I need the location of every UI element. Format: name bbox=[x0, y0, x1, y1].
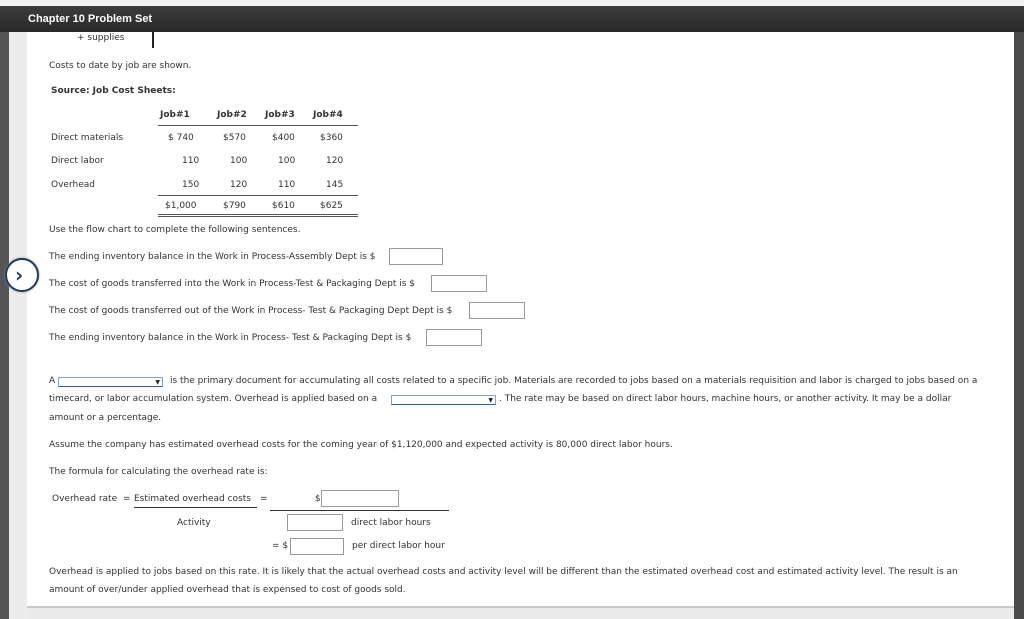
formula-denominator: Activity bbox=[177, 518, 211, 528]
activity-hours-input[interactable] bbox=[287, 514, 343, 531]
result-equals: = $ bbox=[272, 541, 289, 551]
table-cell: 110 bbox=[182, 156, 200, 166]
header-rule bbox=[158, 125, 358, 126]
ending-inventory-assembly-input[interactable] bbox=[389, 248, 443, 265]
caret-down-icon: ▼ bbox=[488, 397, 493, 404]
row-label: Direct materials bbox=[51, 133, 124, 143]
overhead-rate-input[interactable] bbox=[290, 538, 344, 555]
transferred-in-input[interactable] bbox=[431, 275, 487, 292]
table-cell: 100 bbox=[278, 156, 296, 166]
sentence-label: The cost of goods transferred out of the Work in Process- Test & Packaging Dept Dept is $ bbox=[49, 306, 453, 316]
total-cell: $790 bbox=[223, 201, 246, 211]
intro-text: Costs to date by job are shown. bbox=[49, 61, 192, 71]
next-part-button[interactable] bbox=[5, 258, 39, 292]
table-cell: 120 bbox=[326, 156, 344, 166]
table-header: Job#1 bbox=[160, 110, 190, 120]
total-rule bbox=[158, 195, 358, 196]
paragraph-text: amount or a percentage. bbox=[49, 413, 162, 423]
ending-inventory-test-input[interactable] bbox=[426, 329, 482, 346]
closing-text: amount of over/under applied overhead that is expensed to cost of goods sold. bbox=[49, 585, 406, 595]
window-title: Chapter 10 Problem Set bbox=[28, 13, 153, 25]
chevron-right-icon: › bbox=[15, 263, 24, 287]
table-cell: $570 bbox=[223, 133, 246, 143]
assume-text: Assume the company has estimated overhead costs for the coming year of $1,120,000 and expected activity is 80,000 direct labor hours. bbox=[49, 440, 673, 450]
formula-equals: = bbox=[260, 494, 268, 504]
unit-hours-label: direct labor hours bbox=[351, 518, 431, 528]
row-label: Direct labor bbox=[51, 156, 104, 166]
closing-text: Overhead is applied to jobs based on this rate. It is likely that the actual overhead costs and activity level will be different than the estimated overhead cost and estimated activity level. The result is an bbox=[49, 567, 958, 577]
transferred-out-input[interactable] bbox=[469, 302, 525, 319]
formula-lhs: Overhead rate bbox=[52, 494, 118, 504]
formula-equals: = bbox=[123, 494, 131, 504]
table-header: Job#3 bbox=[265, 110, 295, 120]
paragraph-text: timecard, or labor accumulation system. Overhead is applied based on a bbox=[49, 394, 378, 404]
table-cell: $360 bbox=[320, 133, 343, 143]
table-cell: 100 bbox=[230, 156, 248, 166]
formula-intro: The formula for calculating the overhead rate is: bbox=[49, 467, 268, 477]
text-cursor bbox=[152, 32, 154, 48]
fraction-bar-2 bbox=[270, 510, 449, 511]
paragraph-prefix: A bbox=[49, 376, 56, 386]
estimated-overhead-input[interactable] bbox=[321, 490, 399, 507]
table-cell: 150 bbox=[182, 180, 200, 190]
flow-instructions: Use the flow chart to complete the following sentences. bbox=[49, 225, 301, 235]
total-cell: $625 bbox=[320, 201, 343, 211]
table-cell: 145 bbox=[326, 180, 344, 190]
right-scrollbar[interactable] bbox=[1014, 32, 1024, 619]
sentence-label: The cost of goods transferred into the Work in Process-Test & Packaging Dept is $ bbox=[49, 279, 416, 289]
title-bar bbox=[0, 0, 1024, 32]
paragraph-text: is the primary document for accumulating all costs related to a specific job. Materials are recorded to jobs based on a materials requisition and labor is charged to jobs based on a bbox=[170, 376, 978, 386]
formula-numerator: Estimated overhead costs bbox=[134, 494, 251, 504]
cost-document-select[interactable] bbox=[58, 377, 163, 387]
table-cell: $400 bbox=[272, 133, 295, 143]
dollar-sign: $ bbox=[315, 494, 321, 504]
table-header: Job#2 bbox=[217, 110, 247, 120]
fraction-bar bbox=[134, 507, 257, 508]
source-label: Source: Job Cost Sheets: bbox=[51, 86, 176, 96]
row-label: Overhead bbox=[51, 180, 95, 190]
caret-down-icon: ▼ bbox=[155, 379, 160, 386]
supplies-line: + supplies bbox=[77, 33, 125, 43]
table-header: Job#4 bbox=[313, 110, 343, 120]
table-cell: 120 bbox=[230, 180, 248, 190]
sentence-label: The ending inventory balance in the Work in Process- Test & Packaging Dept is $ bbox=[49, 333, 412, 343]
table-cell: 110 bbox=[278, 180, 296, 190]
double-rule-1 bbox=[158, 214, 358, 215]
paragraph-text: . The rate may be based on direct labor hours, machine hours, or another activity. It may be a dollar bbox=[499, 394, 952, 404]
bottom-edge bbox=[27, 606, 1014, 619]
left-gutter bbox=[9, 32, 27, 619]
table-cell: $ 740 bbox=[168, 133, 194, 143]
unit-rate-label: per direct labor hour bbox=[352, 541, 445, 551]
double-rule-2 bbox=[158, 216, 358, 217]
total-cell: $610 bbox=[272, 201, 295, 211]
sentence-label: The ending inventory balance in the Work in Process-Assembly Dept is $ bbox=[49, 252, 376, 262]
left-frame bbox=[0, 32, 9, 619]
total-cell: $1,000 bbox=[165, 201, 197, 211]
overhead-basis-select[interactable] bbox=[391, 395, 496, 405]
